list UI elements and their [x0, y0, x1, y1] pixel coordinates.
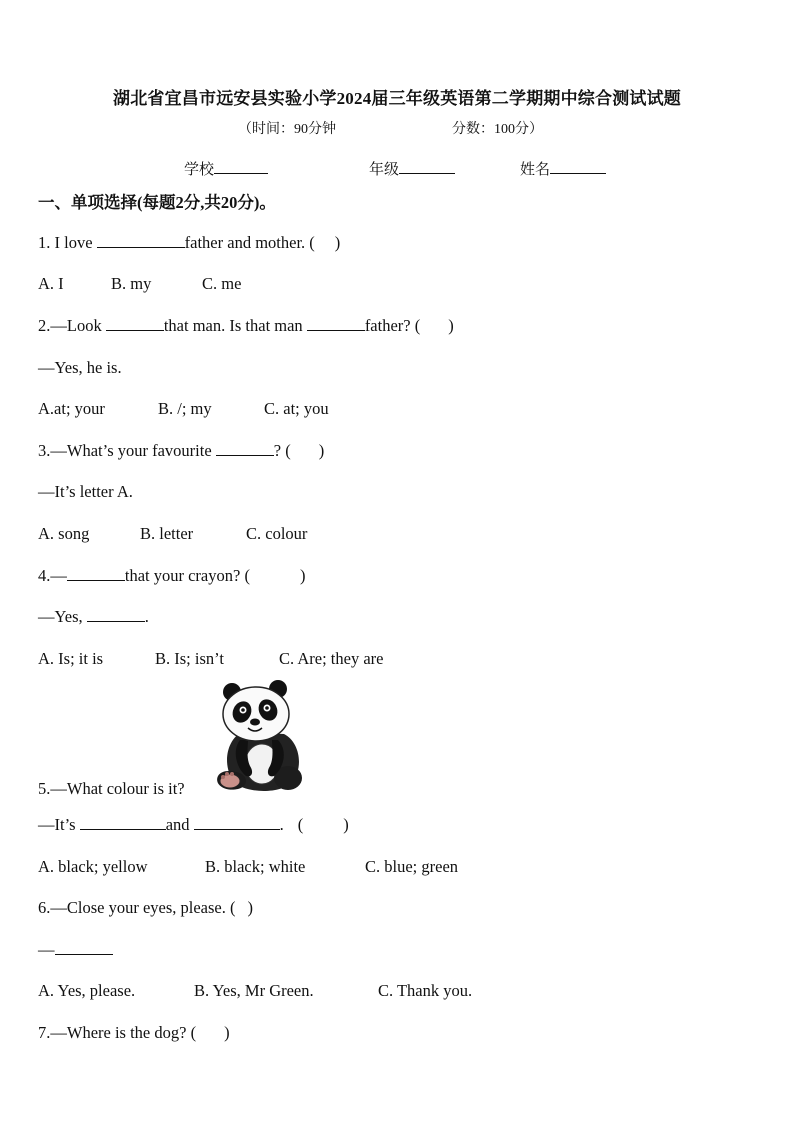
question-number: 3. — [38, 441, 51, 460]
question-text: ) — [448, 316, 454, 335]
question-text: —Close your eyes, please. ( — [50, 898, 236, 917]
question-7 — [38, 1023, 230, 1043]
name-label: 姓名 — [520, 162, 551, 178]
answer-blank[interactable] — [67, 579, 125, 581]
question-text: I love — [54, 233, 93, 252]
question-number: 5. — [38, 779, 51, 798]
question-text: —Yes, — [38, 607, 83, 626]
options-3 — [38, 524, 307, 544]
option-b[interactable]: B. black; white — [205, 857, 306, 876]
page-title: 湖北省宜昌市远安县实验小学2024届三年级英语第二学期期中综合测试试题 — [113, 89, 681, 108]
options-4 — [38, 649, 383, 669]
option-a[interactable]: A.at; your — [38, 399, 105, 418]
answer-line-5 — [38, 815, 349, 835]
answer-line-4 — [38, 607, 149, 627]
option-b[interactable]: B. Is; isn’t — [155, 649, 224, 668]
option-c[interactable]: C. colour — [246, 524, 308, 543]
exam-time: （时间：90分钟 — [238, 122, 336, 137]
grade-blank[interactable] — [399, 172, 455, 174]
question-text: —Where is the dog? ( — [50, 1023, 197, 1042]
school-field[interactable] — [184, 158, 268, 179]
grade-label: 年级 — [369, 162, 400, 178]
panda-picture — [212, 680, 308, 796]
option-b[interactable]: B. my — [111, 274, 152, 293]
answer-line-2: —Yes, he is. — [38, 358, 122, 377]
option-a[interactable]: A. Yes, please. — [38, 981, 136, 1000]
answer-blank[interactable] — [307, 329, 365, 331]
question-3 — [38, 441, 324, 461]
answer-blank[interactable] — [194, 828, 280, 830]
answer-blank[interactable] — [55, 953, 113, 955]
answer-line-6 — [38, 940, 113, 960]
question-text: ( — [297, 815, 304, 834]
option-a[interactable]: A. black; yellow — [38, 857, 148, 876]
question-6 — [38, 898, 253, 918]
question-text: —It’s — [38, 815, 76, 834]
question-text: — — [50, 566, 67, 585]
options-6 — [38, 981, 472, 1001]
option-b[interactable]: B. Yes, Mr Green. — [194, 981, 314, 1000]
question-text: and — [165, 815, 190, 834]
question-number: 7. — [38, 1023, 51, 1042]
school-blank[interactable] — [214, 172, 268, 174]
answer-blank[interactable] — [106, 329, 164, 331]
answer-blank[interactable] — [87, 620, 145, 622]
question-text: ) — [318, 441, 325, 460]
option-a[interactable]: A. song — [38, 524, 90, 543]
option-c[interactable]: C. Thank you. — [378, 981, 473, 1000]
exam-score: 分数：100分） — [452, 122, 543, 137]
option-c[interactable]: C. blue; green — [365, 857, 459, 876]
option-b[interactable]: B. letter — [140, 524, 194, 543]
question-text: that your crayon? ( — [124, 566, 250, 585]
section-title: 一、单项选择(每题2分,共20分)。 — [38, 193, 276, 212]
question-text: ) — [343, 815, 349, 834]
question-4 — [38, 566, 305, 586]
name-blank[interactable] — [550, 172, 606, 174]
question-number: 4. — [38, 566, 51, 585]
question-text: —What’s your favourite — [50, 441, 212, 460]
question-text: . — [144, 607, 149, 626]
options-2 — [38, 399, 329, 419]
question-text: . — [279, 815, 284, 834]
options-1 — [38, 274, 241, 294]
grade-field[interactable] — [369, 158, 455, 179]
question-2 — [38, 316, 454, 336]
name-field[interactable] — [520, 158, 606, 179]
answer-blank[interactable] — [80, 828, 166, 830]
question-text: ? ( — [273, 441, 291, 460]
question-text: —Look — [50, 316, 102, 335]
option-b[interactable]: B. /; my — [158, 399, 212, 418]
answer-blank[interactable] — [216, 454, 274, 456]
question-text: ) — [334, 233, 341, 252]
question-text: — — [38, 940, 55, 959]
option-a[interactable]: A. I — [38, 274, 64, 293]
panda-nose — [250, 719, 260, 726]
question-text: ) — [299, 566, 306, 585]
question-text: father and mother. ( — [184, 233, 315, 252]
option-a[interactable]: A. Is; it is — [38, 649, 104, 668]
option-c[interactable]: C. me — [202, 274, 242, 293]
question-text: ) — [224, 1023, 230, 1042]
answer-line-3: —It’s letter A. — [38, 482, 133, 501]
question-1 — [38, 233, 340, 253]
question-number: 1. — [38, 233, 51, 252]
answer-blank[interactable] — [97, 246, 185, 248]
question-text: that man. Is that man — [163, 316, 303, 335]
question-5 — [38, 779, 185, 799]
question-text: father? ( — [364, 316, 421, 335]
question-number: 2. — [38, 316, 51, 335]
question-text: —What colour is it? — [50, 779, 185, 798]
option-c[interactable]: C. at; you — [264, 399, 329, 418]
options-5 — [38, 857, 458, 877]
question-text: ) — [247, 898, 253, 917]
school-label: 学校 — [184, 162, 215, 178]
question-number: 6. — [38, 898, 51, 917]
option-c[interactable]: C. Are; they are — [279, 649, 384, 668]
